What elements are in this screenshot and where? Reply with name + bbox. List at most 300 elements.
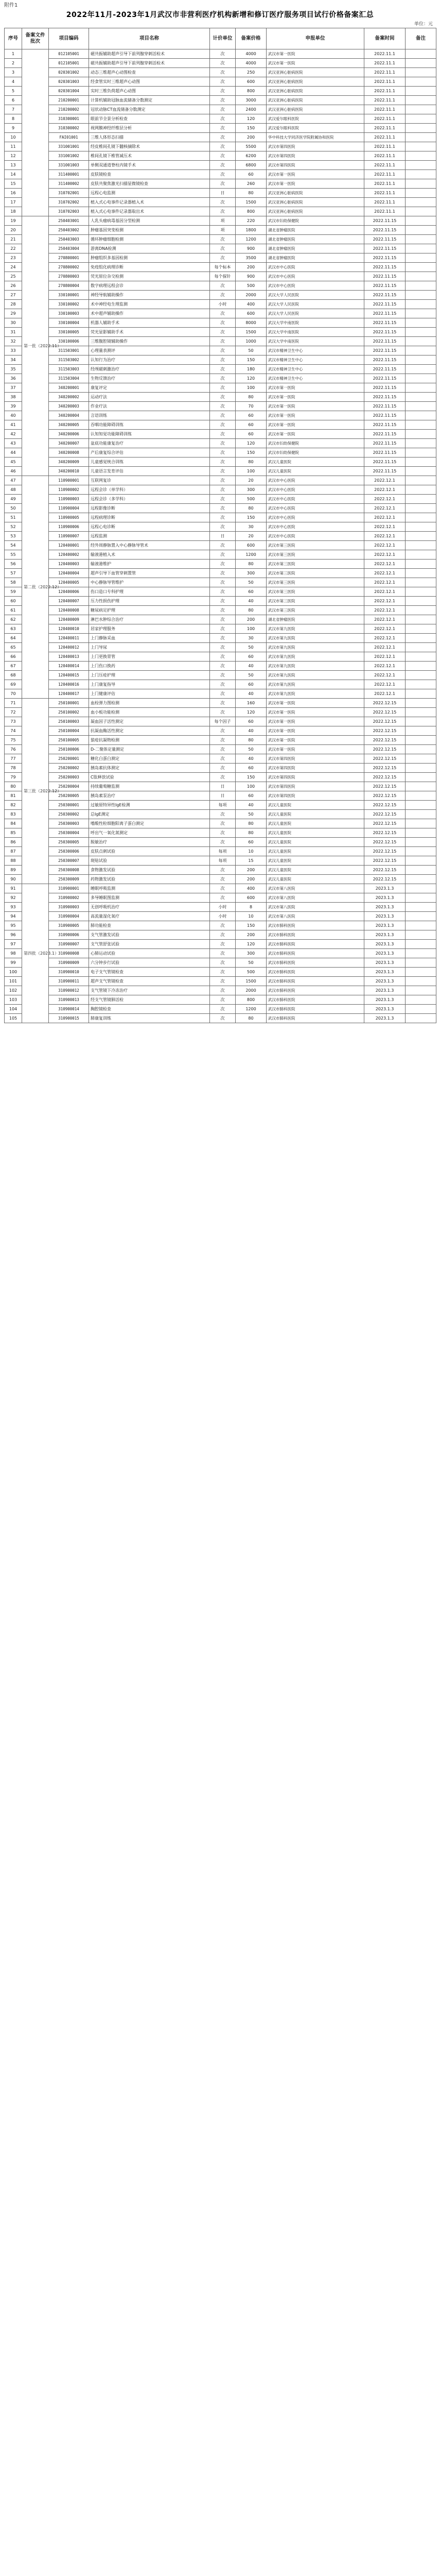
declaring-institution: 武汉市第三医院 [267, 560, 364, 569]
item-name: 荧光原位杂交检测 [89, 272, 210, 281]
declaring-institution: 武汉市肺科医院 [267, 1014, 364, 1023]
pricing-unit: 次 [210, 365, 236, 374]
pricing-unit: 次 [210, 179, 236, 189]
filed-price: 60 [236, 652, 267, 662]
row-number: 17 [5, 198, 22, 207]
row-number: 98 [5, 949, 22, 958]
filed-price: 60 [236, 680, 267, 689]
row-number: 74 [5, 726, 22, 736]
remarks [406, 726, 436, 736]
row-number: 47 [5, 476, 22, 485]
row-number: 67 [5, 662, 22, 671]
filed-price: 500 [236, 495, 267, 504]
remarks [406, 801, 436, 810]
table-row [5, 541, 436, 550]
item-name: 肺康复训练 [89, 1014, 210, 1023]
filed-price: 60 [236, 420, 267, 430]
filed-price: 80 [236, 560, 267, 569]
table-row [5, 550, 436, 560]
remarks [406, 764, 436, 773]
filed-price: 3000 [236, 96, 267, 105]
filing-date: 2022.12.15 [364, 828, 406, 838]
filing-date: 2022.12.15 [364, 856, 406, 866]
filed-price: 8000 [236, 318, 267, 328]
table-row [5, 235, 436, 244]
pricing-unit: 次 [210, 522, 236, 532]
item-name: 循环肿瘤细胞检测 [89, 235, 210, 244]
item-name: 上门康复指导 [89, 680, 210, 689]
remarks [406, 624, 436, 634]
filing-date: 2022.12.1 [364, 643, 406, 652]
filing-date: 2022.12.1 [364, 578, 406, 587]
item-name: 数字病理远程会诊 [89, 281, 210, 291]
item-name: 游离DNA检测 [89, 244, 210, 253]
item-code: 310702002 [49, 198, 89, 207]
item-code: 330100003 [49, 309, 89, 318]
remarks [406, 161, 436, 170]
filing-date: 2022.11.15 [364, 235, 406, 244]
row-number: 77 [5, 754, 22, 764]
filing-date: 2022.12.1 [364, 624, 406, 634]
filed-price: 100 [236, 383, 267, 393]
column-header: 项目编码 [49, 28, 89, 49]
filed-price: 6800 [236, 161, 267, 170]
filing-date: 2022.12.15 [364, 736, 406, 745]
row-number: 27 [5, 291, 22, 300]
table-row [5, 819, 436, 828]
pricing-unit: 次 [210, 754, 236, 764]
filed-price: 60 [236, 764, 267, 773]
item-name: 中心静脉导管维护 [89, 578, 210, 587]
item-code: 250100004 [49, 726, 89, 736]
declaring-institution: 武汉大学人民医院 [267, 309, 364, 318]
row-number: 11 [5, 142, 22, 151]
filing-date: 2022.12.15 [364, 875, 406, 884]
item-code: 250300008 [49, 866, 89, 875]
remarks [406, 550, 436, 560]
filed-price: 120 [236, 708, 267, 717]
row-number: 96 [5, 930, 22, 940]
declaring-institution: 武汉大学中南医院 [267, 337, 364, 346]
row-number: 5 [5, 87, 22, 96]
item-code: 110900007 [49, 532, 89, 541]
declaring-institution: 武汉市第三医院 [267, 578, 364, 587]
declaring-institution: 武汉市第九医院 [267, 671, 364, 680]
row-number: 46 [5, 467, 22, 476]
remarks [406, 216, 436, 226]
row-number: 37 [5, 383, 22, 393]
item-code: 310900015 [49, 1014, 89, 1023]
table-row [5, 856, 436, 866]
remarks [406, 59, 436, 68]
declaring-institution: 武汉市第一医院 [267, 717, 364, 726]
remarks [406, 105, 436, 114]
row-number: 101 [5, 977, 22, 986]
row-number: 18 [5, 207, 22, 216]
table-row [5, 346, 436, 355]
filed-price: 260 [236, 179, 267, 189]
filed-price: 60 [236, 717, 267, 726]
row-number: 34 [5, 355, 22, 365]
declaring-institution: 武汉市第三医院 [267, 550, 364, 560]
item-name: 淋巴水肿综合治疗 [89, 615, 210, 624]
filing-date: 2022.11.15 [364, 457, 406, 467]
filed-price: 1000 [236, 337, 267, 346]
item-code: 330100006 [49, 337, 89, 346]
item-code: 310900003 [49, 903, 89, 912]
filing-date: 2022.12.1 [364, 569, 406, 578]
filing-date: 2023.1.3 [364, 893, 406, 903]
remarks [406, 235, 436, 244]
declaring-institution: 武汉市第三医院 [267, 606, 364, 615]
pricing-unit: 次 [210, 151, 236, 161]
column-header: 备案价格 [236, 28, 267, 49]
row-number: 1 [5, 49, 22, 59]
item-code: 250100001 [49, 699, 89, 708]
row-number: 38 [5, 393, 22, 402]
declaring-institution: 武汉市第四医院 [267, 142, 364, 151]
declaring-institution: 武汉市第九医院 [267, 652, 364, 662]
item-code: 110900001 [49, 476, 89, 485]
row-number: 69 [5, 680, 22, 689]
declaring-institution: 武汉亚洲心脏病医院 [267, 87, 364, 96]
declaring-institution: 武汉市第四医院 [267, 754, 364, 764]
row-number: 3 [5, 68, 22, 77]
row-number: 72 [5, 708, 22, 717]
item-name: 言语训练 [89, 411, 210, 420]
declaring-institution: 武汉市肺科医院 [267, 995, 364, 1005]
filed-price: 80 [236, 1014, 267, 1023]
remarks [406, 272, 436, 281]
declaring-institution: 武汉儿童医院 [267, 838, 364, 847]
item-name: 输液港植入术 [89, 550, 210, 560]
item-name: 术中神经电生理监测 [89, 300, 210, 309]
table-row [5, 105, 436, 114]
item-code: 340200009 [49, 457, 89, 467]
filing-date: 2022.11.1 [364, 124, 406, 133]
filing-date: 2023.1.3 [364, 912, 406, 921]
row-number: 99 [5, 958, 22, 968]
declaring-institution: 武汉市第一医院 [267, 383, 364, 393]
filing-date: 2022.11.1 [364, 49, 406, 59]
table-row [5, 253, 436, 263]
item-name: 压力性损伤护理 [89, 597, 210, 606]
table-row [5, 560, 436, 569]
row-number: 87 [5, 847, 22, 856]
declaring-institution: 武汉儿童医院 [267, 828, 364, 838]
row-number: 39 [5, 402, 22, 411]
row-number: 10 [5, 133, 22, 142]
filed-price: 60 [236, 430, 267, 439]
remarks [406, 244, 436, 253]
row-number: 92 [5, 893, 22, 903]
remarks [406, 179, 436, 189]
item-code: 311503003 [49, 365, 89, 374]
item-code: 110900006 [49, 522, 89, 532]
row-number: 20 [5, 226, 22, 235]
column-header: 项目名称 [89, 28, 210, 49]
table-row [5, 495, 436, 504]
item-code: 270800001 [49, 253, 89, 263]
filing-date: 2022.11.15 [364, 402, 406, 411]
item-code: 310900014 [49, 1005, 89, 1014]
declaring-institution: 武汉市第一医院 [267, 726, 364, 736]
remarks [406, 114, 436, 124]
item-name: 脱敏治疗 [89, 838, 210, 847]
row-number: 6 [5, 96, 22, 105]
pricing-unit: 次 [210, 940, 236, 949]
row-number: 56 [5, 560, 22, 569]
item-code: 250300001 [49, 801, 89, 810]
declaring-institution: 武汉市肺科医院 [267, 1005, 364, 1014]
item-name: 术中超声辅助操作 [89, 309, 210, 318]
table-row [5, 754, 436, 764]
table-row [5, 365, 436, 374]
remarks [406, 467, 436, 476]
item-code: 020301004 [49, 87, 89, 96]
batch-cell: 第四批（2023.1） [22, 884, 49, 1023]
remarks [406, 328, 436, 337]
filed-price: 600 [236, 309, 267, 318]
item-name: 肺功能检查 [89, 921, 210, 930]
table-row [5, 634, 436, 643]
filing-date: 2022.12.15 [364, 838, 406, 847]
pricing-unit: 次 [210, 1005, 236, 1014]
row-number: 30 [5, 318, 22, 328]
declaring-institution: 武汉市第一医院 [267, 699, 364, 708]
item-name: 儿童语言发育评估 [89, 467, 210, 476]
pricing-unit: 日 [210, 782, 236, 791]
attachment-label: 附件1 [4, 3, 18, 8]
declaring-institution: 湖北省肿瘤医院 [267, 615, 364, 624]
pricing-unit: 次 [210, 968, 236, 977]
declaring-institution: 湖北省肿瘤医院 [267, 253, 364, 263]
item-name: 远程影像诊断 [89, 504, 210, 513]
filing-date: 2022.11.1 [364, 114, 406, 124]
filing-date: 2022.12.1 [364, 587, 406, 597]
table-row [5, 893, 436, 903]
pricing-unit: 次 [210, 504, 236, 513]
table-row [5, 485, 436, 495]
item-name: 支气管舒张试验 [89, 940, 210, 949]
filing-date: 2022.11.1 [364, 198, 406, 207]
pricing-unit: 次 [210, 207, 236, 216]
pricing-unit: 次 [210, 96, 236, 105]
table-row [5, 587, 436, 597]
table-row [5, 949, 436, 958]
filing-date: 2022.11.15 [364, 244, 406, 253]
pricing-unit: 次 [210, 930, 236, 940]
table-row [5, 801, 436, 810]
row-number: 35 [5, 365, 22, 374]
item-name: 上门健康评估 [89, 689, 210, 699]
item-code: 310900012 [49, 986, 89, 995]
remarks [406, 745, 436, 754]
declaring-institution: 武汉亚洲心脏病医院 [267, 96, 364, 105]
declaring-institution: 武汉市第四医院 [267, 151, 364, 161]
filing-date: 2022.11.1 [364, 96, 406, 105]
filing-date: 2022.12.1 [364, 560, 406, 569]
remarks [406, 541, 436, 550]
row-number: 83 [5, 810, 22, 819]
item-code: 330100005 [49, 328, 89, 337]
remarks [406, 207, 436, 216]
item-name: 六分钟步行试验 [89, 958, 210, 968]
item-code: 310702003 [49, 207, 89, 216]
item-name: 远程病理诊断 [89, 513, 210, 522]
row-number: 85 [5, 828, 22, 838]
filed-price: 1200 [236, 235, 267, 244]
declaring-institution: 武汉儿童医院 [267, 866, 364, 875]
remarks [406, 680, 436, 689]
table-row [5, 189, 436, 198]
item-code: 120400010 [49, 624, 89, 634]
filed-price: 160 [236, 699, 267, 708]
item-name: 吞咽功能障碍训练 [89, 420, 210, 430]
item-code: 331001002 [49, 151, 89, 161]
row-number: 15 [5, 179, 22, 189]
row-number: 16 [5, 189, 22, 198]
row-number: 79 [5, 773, 22, 782]
filed-price: 1200 [236, 1005, 267, 1014]
filing-date: 2022.11.1 [364, 151, 406, 161]
item-code: 110900005 [49, 513, 89, 522]
filing-date: 2022.11.1 [364, 133, 406, 142]
declaring-institution: 武汉市第三医院 [267, 597, 364, 606]
item-name: C肽释放试验 [89, 773, 210, 782]
declaring-institution: 武汉市第四医院 [267, 764, 364, 773]
filed-price: 120 [236, 114, 267, 124]
filing-date: 2022.11.15 [364, 337, 406, 346]
table-row [5, 355, 436, 365]
table-row [5, 838, 436, 847]
remarks [406, 411, 436, 420]
item-name: 超声引导下血管穿刺置管 [89, 569, 210, 578]
item-code: 120400014 [49, 662, 89, 671]
item-name: 上门导尿 [89, 643, 210, 652]
remarks [406, 819, 436, 828]
filed-price: 150 [236, 124, 267, 133]
filed-price: 10 [236, 847, 267, 856]
column-header: 申报单位 [267, 28, 364, 49]
table-row [5, 782, 436, 791]
filing-date: 2022.11.15 [364, 383, 406, 393]
table-row [5, 828, 436, 838]
filed-price: 40 [236, 726, 267, 736]
pricing-unit: 次 [210, 124, 236, 133]
remarks [406, 198, 436, 207]
filing-date: 2022.11.15 [364, 281, 406, 291]
row-number: 7 [5, 105, 22, 114]
item-name: 磁共振辅助超声引导下前列腺穿刺活检术 [89, 59, 210, 68]
item-code: 020301002 [49, 68, 89, 77]
pricing-unit: 次 [210, 495, 236, 504]
declaring-institution: 武汉市第一医院 [267, 49, 364, 59]
item-name: 上门更换胃管 [89, 652, 210, 662]
declaring-institution: 武汉大学中南医院 [267, 318, 364, 328]
filing-date: 2022.11.15 [364, 272, 406, 281]
remarks [406, 606, 436, 615]
filing-date: 2022.11.15 [364, 374, 406, 383]
filing-date: 2022.11.15 [364, 393, 406, 402]
item-code: 310900007 [49, 940, 89, 949]
remarks [406, 587, 436, 597]
filing-date: 2022.12.1 [364, 513, 406, 522]
filing-date: 2022.12.1 [364, 615, 406, 624]
item-name: 支气管镜下冷冻治疗 [89, 986, 210, 995]
filing-date: 2022.12.15 [364, 764, 406, 773]
item-code: 310300001 [49, 114, 89, 124]
item-code: 020301003 [49, 77, 89, 87]
pricing-unit: 次 [210, 680, 236, 689]
filed-price: 400 [236, 300, 267, 309]
table-row [5, 170, 436, 179]
filing-date: 2022.11.1 [364, 189, 406, 198]
remarks [406, 615, 436, 624]
declaring-institution: 武汉市第一医院 [267, 745, 364, 754]
declaring-institution: 武汉儿童医院 [267, 856, 364, 866]
item-code: 250300006 [49, 847, 89, 856]
filed-price: 220 [236, 216, 267, 226]
remarks [406, 634, 436, 643]
remarks [406, 430, 436, 439]
filing-date: 2023.1.3 [364, 1005, 406, 1014]
item-name: 作业疗法 [89, 402, 210, 411]
remarks [406, 662, 436, 671]
item-code: 210200002 [49, 105, 89, 114]
item-code: 340200005 [49, 420, 89, 430]
row-number: 61 [5, 606, 22, 615]
table-row [5, 977, 436, 986]
remarks [406, 940, 436, 949]
pricing-unit: 次 [210, 393, 236, 402]
row-number: 68 [5, 671, 22, 680]
pricing-unit: 次 [210, 986, 236, 995]
table-row [5, 402, 436, 411]
declaring-institution: 武汉市肺科医院 [267, 921, 364, 930]
row-number: 57 [5, 569, 22, 578]
declaring-institution: 武汉儿童医院 [267, 801, 364, 810]
row-number: 28 [5, 300, 22, 309]
declaring-institution: 武汉爱尔眼科医院 [267, 114, 364, 124]
row-number: 93 [5, 903, 22, 912]
item-name: 皮肤共聚焦激光扫描显微镜检查 [89, 179, 210, 189]
remarks [406, 643, 436, 652]
remarks [406, 170, 436, 179]
column-header: 序号 [5, 28, 22, 49]
filing-date: 2022.11.1 [364, 179, 406, 189]
row-number: 2 [5, 59, 22, 68]
declaring-institution: 武汉市中心医院 [267, 532, 364, 541]
filed-price: 80 [236, 736, 267, 745]
row-number: 78 [5, 764, 22, 773]
filed-price: 300 [236, 949, 267, 958]
item-code: 340200004 [49, 411, 89, 420]
filed-price: 40 [236, 597, 267, 606]
declaring-institution: 武汉市中心医院 [267, 513, 364, 522]
pricing-unit: 次 [210, 699, 236, 708]
declaring-institution: 湖北省肿瘤医院 [267, 244, 364, 253]
filing-date: 2022.12.15 [364, 726, 406, 736]
item-code: 310900011 [49, 977, 89, 986]
declaring-institution: 湖北省肿瘤医院 [267, 235, 364, 244]
filed-price: 500 [236, 968, 267, 977]
item-name: 经皮椎间孔镜下髓核摘除术 [89, 142, 210, 151]
filing-date: 2022.11.15 [364, 439, 406, 448]
declaring-institution: 武汉大学人民医院 [267, 300, 364, 309]
table-row [5, 884, 436, 893]
item-code: 120400005 [49, 578, 89, 587]
